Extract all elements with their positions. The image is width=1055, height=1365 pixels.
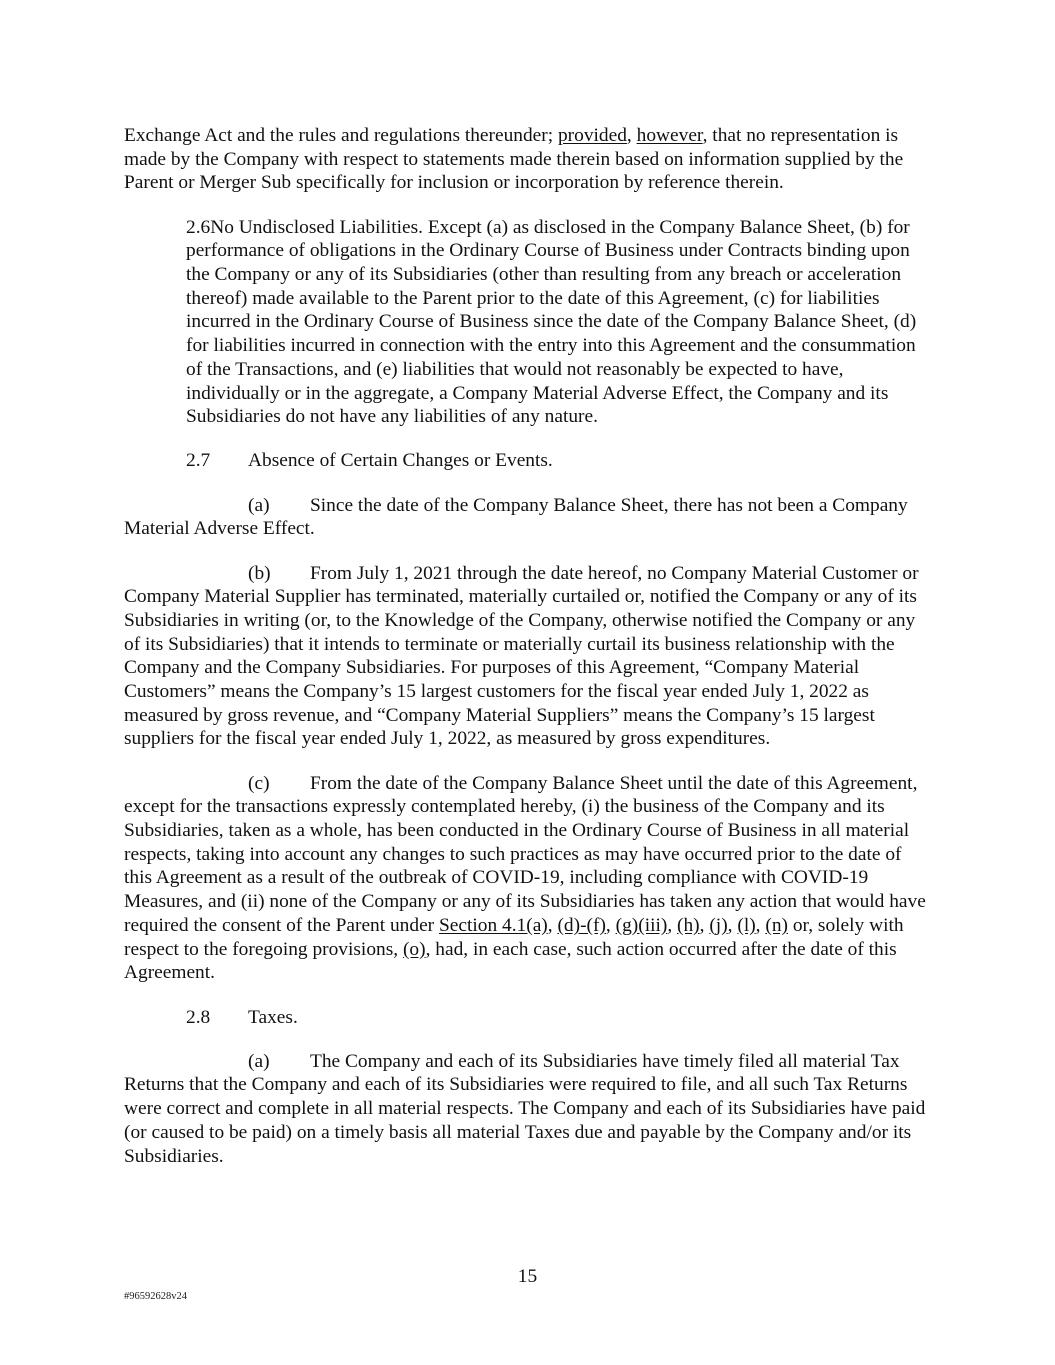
subsection-2-7-c <box>124 772 932 985</box>
section-title: Absence of Certain Changes or Events. <box>248 450 553 472</box>
subsection-text: Since the date of the Company Balance Sheet, there has not been a Company Material Adverse Effect. <box>124 494 908 540</box>
separator: , <box>727 914 738 936</box>
cross-reference-l: (l) <box>737 914 756 936</box>
section-title: Taxes. <box>248 1006 298 1028</box>
separator: , <box>605 914 616 936</box>
section-2-8-heading <box>124 1006 932 1030</box>
subsection-text-mid: or, solely with respect to the foregoing provisions, <box>124 914 904 960</box>
subsection-label: (a) <box>248 1050 270 1072</box>
section-2-7-heading <box>124 449 932 473</box>
document-page <box>124 124 932 1189</box>
separator: , <box>699 914 710 936</box>
subsection-text: The Company and each of its Subsidiaries have timely filed all material Tax Returns that the Company and each of its Subsidiaries were required to file, and all such Tax Returns were correct and complete in all material respects. The Company and each of its Subsidiaries have paid (or caused to be paid) on a timely basis all material Taxes due and payable by the Company and/or its Subsidiaries. <box>124 1050 926 1167</box>
separator: , <box>547 914 558 936</box>
cross-reference-j: (j) <box>709 914 728 936</box>
section-number: 2.6 <box>186 216 211 238</box>
subsection-2-8-a <box>124 1050 932 1169</box>
subsection-text-end: , had, in each case, such action occurred after the date of this Agreement. <box>124 938 897 984</box>
subsection-label: (c) <box>248 772 270 794</box>
section-body: No Undisclosed Liabilities. Except (a) as disclosed in the Company Balance Sheet, (b) for performance of obligations in the Ordinary Course of Business under Contracts binding upon the Company or any of its Subsidiaries (other than resulting from any breach or acceleration thereof) made available to the Parent prior to the date of this Agreement, (c) for liabilities incurred in the Ordinary Course of Business since the date of the Company Balance Sheet, (d) for liabilities incurred in connection with the entry into this Agreement and the consummation of the Transactions, and (e) liabilities that would not reasonably be expected to have, individually or in the aggregate, a Company Material Adverse Effect, the Company and its Subsidiaries do not have any liabilities of any nature. <box>186 216 917 428</box>
cross-reference-n: (n) <box>765 914 788 936</box>
cross-reference-g-iii: (g)(iii) <box>615 914 668 936</box>
cross-reference-d-f: (d)-(f) <box>557 914 606 936</box>
page-number: 15 <box>517 1266 538 1287</box>
continuation-text: Exchange Act and the rules and regulations thereunder; <box>124 125 558 146</box>
subsection-2-7-a <box>124 494 932 541</box>
subsection-text: From July 1, 2021 through the date hereof, no Company Material Customer or Company Material Supplier has terminated, materially curtailed or, notified the Company or any of its Subsidiaries in writing (or, to the Knowledge of the Company, otherwise notified the Company or any of its Subsidiaries) that it intends to terminate or materially curtail its business relationship with the Company and the Company Subsidiaries. For purposes of this Agreement, “Company Material Customers” means the Company’s 15 largest customers for the fiscal year ended July 1, 2022 as measured by gross revenue, and “Company Material Suppliers” means the Company’s 15 largest suppliers for the fiscal year ended July 1, 2022, as measured by gross expenditures. <box>124 562 919 750</box>
subsection-text: From the date of the Company Balance Sheet until the date of this Agreement, except for the transactions expressly contemplated hereby, (i) the business of the Company and its Subsidiaries, taken as a whole, has been conducted in the Ordinary Course of Business in all material respects, taking into account any changes to such practices as may have occurred prior to the date of this Agreement as a result of the outbreak of COVID-19, including compliance with COVID-19 Measures, and (ii) none of the Company or any of its Subsidiaries has taken any action that would have required the consent of the Parent under <box>124 772 926 936</box>
cross-reference-h: (h) <box>677 914 700 936</box>
document-id: #96592628v24 <box>124 1291 187 1302</box>
subsection-label: (b) <box>248 562 271 584</box>
subsection-2-7-b <box>124 562 932 752</box>
cross-reference-4-1-a: Section 4.1(a) <box>438 914 548 936</box>
separator: , <box>667 914 678 936</box>
continuation-text-end: , that no representation is made by the Company with respect to statements made therein based on information supplied by the Parent or Merger Sub specifically for inclusion or incorporation by reference therein. <box>124 125 904 194</box>
section-number: 2.8 <box>186 1006 211 1028</box>
section-number: 2.7 <box>186 450 211 472</box>
subsection-label: (a) <box>248 494 270 516</box>
however-term: however <box>636 125 703 146</box>
provided-term: provided <box>557 125 627 146</box>
separator: , <box>755 914 766 936</box>
paragraph-continuation <box>124 124 932 195</box>
cross-reference-o: (o) <box>402 938 426 960</box>
section-2-6 <box>124 216 932 429</box>
comma: , <box>626 125 637 146</box>
